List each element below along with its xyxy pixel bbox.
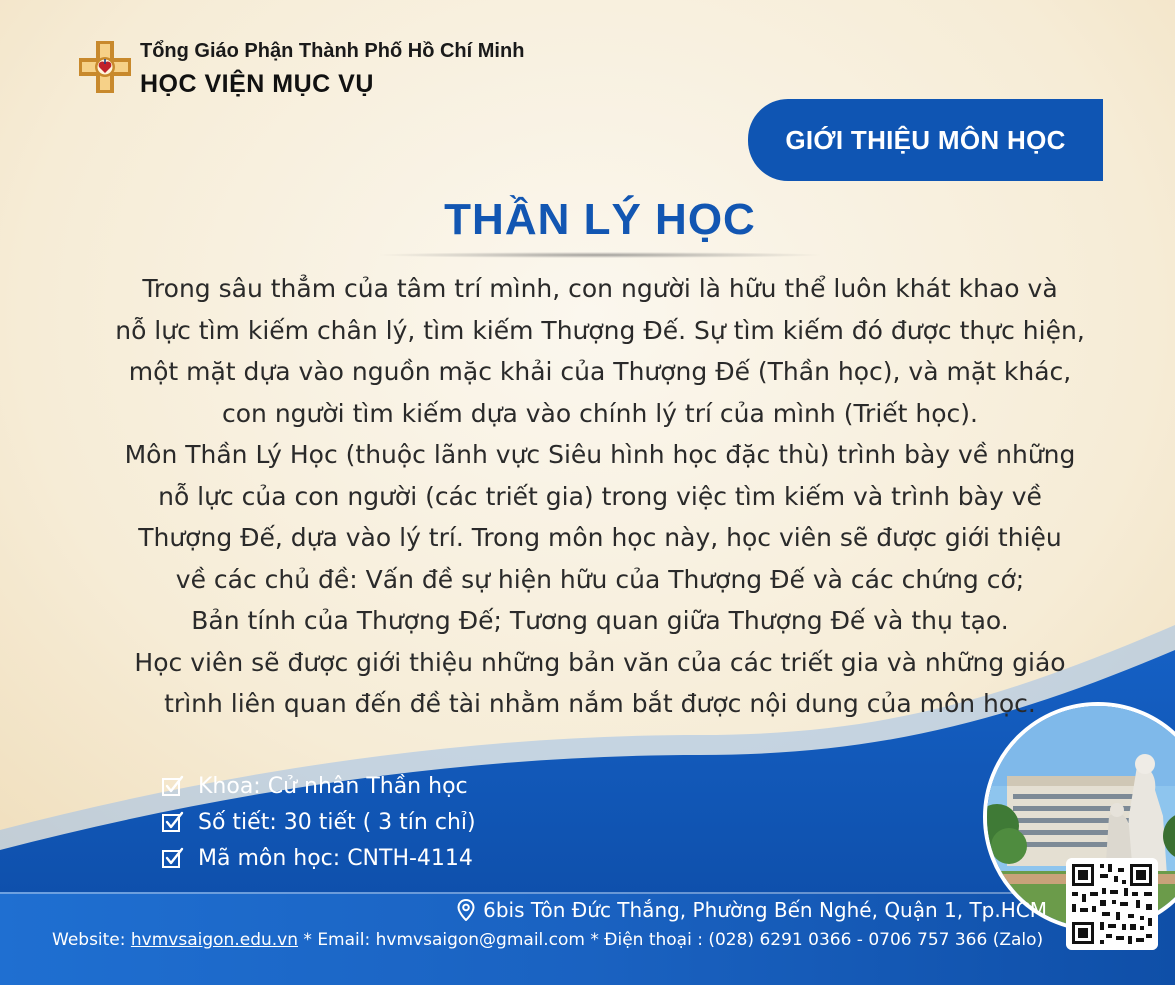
contact-line (52, 930, 1043, 950)
description-line: Trong sâu thẳm của tâm trí mình, con người là hữu thể luôn khát khao và (142, 274, 1058, 303)
phone-numbers: : (028) 6291 0366 - 0706 757 366 (Zalo) (697, 930, 1044, 950)
description-line: con người tìm kiếm dựa vào chính lý trí của mình (Triết học). (222, 398, 978, 428)
separator: * (590, 930, 599, 950)
course-info-list (160, 768, 476, 876)
course-intro-badge (748, 99, 1103, 181)
description-line: một mặt dựa vào nguồn mặc khải của Thượng Đế (Thần học), và mặt khác, (128, 357, 1072, 386)
description-line: về các chủ đề: Vấn đề sự hiện hữu của Thượng Đế và các chứng cớ; (175, 564, 1025, 594)
info-item-course-code (160, 840, 476, 876)
checkbox-icon (160, 773, 186, 799)
info-text: Mã môn học: CNTH-4114 (198, 845, 473, 871)
separator: * (303, 930, 312, 950)
institute-name: HỌC VIỆN MỤC VỤ (140, 70, 374, 98)
website-link[interactable]: hvmvsaigon.edu.vn (130, 930, 298, 950)
course-description (100, 268, 1100, 725)
title-underline (380, 252, 820, 258)
course-title: THẦN LÝ HỌC (444, 195, 756, 244)
location-pin-icon (457, 899, 475, 921)
website-label: Website: (52, 930, 126, 950)
email-address[interactable]: hvmvsaigon@gmail.com (375, 930, 585, 950)
email-label: Email: (317, 930, 371, 950)
info-text: Khoa: Cử nhân Thần học (198, 773, 468, 799)
qr-code-icon[interactable] (1066, 858, 1158, 950)
cross-logo-icon (78, 40, 132, 94)
description-line: Học viên sẽ được giới thiệu những bản văn của các triết gia và những giáo (134, 647, 1066, 677)
description-line: nỗ lực của con người (các triết gia) trong việc tìm kiếm và trình bày về (158, 481, 1042, 511)
address-line (457, 898, 1047, 922)
description-line: Môn Thần Lý Học (thuộc lãnh vực Siêu hình học đặc thù) trình bày về những (124, 440, 1076, 469)
checkbox-icon (160, 809, 186, 835)
address-text: 6bis Tôn Đức Thắng, Phường Bến Nghé, Quận 1, Tp.HCM (483, 898, 1047, 922)
description-line: Thượng Đế, dựa vào lý trí. Trong môn học này, học viên sẽ được giới thiệu (138, 523, 1062, 552)
description-line: Bản tính của Thượng Đế; Tương quan giữa Thượng Đế và thụ tạo. (191, 606, 1009, 635)
info-text: Số tiết: 30 tiết ( 3 tín chỉ) (198, 809, 476, 835)
checkbox-icon (160, 845, 186, 871)
archdiocese-name: Tổng Giáo Phận Thành Phố Hồ Chí Minh (140, 40, 525, 62)
description-line: trình liên quan đến đề tài nhằm nắm bắt được nội dung của môn học. (164, 689, 1036, 718)
course-intro-label: GIỚI THIỆU MÔN HỌC (785, 124, 1066, 155)
description-line: nỗ lực tìm kiếm chân lý, tìm kiếm Thượng Đế. Sự tìm kiếm đó được thực hiện, (115, 315, 1085, 345)
info-item-periods (160, 804, 476, 840)
phone-label: Điện thoại (604, 930, 692, 950)
info-item-faculty (160, 768, 476, 804)
